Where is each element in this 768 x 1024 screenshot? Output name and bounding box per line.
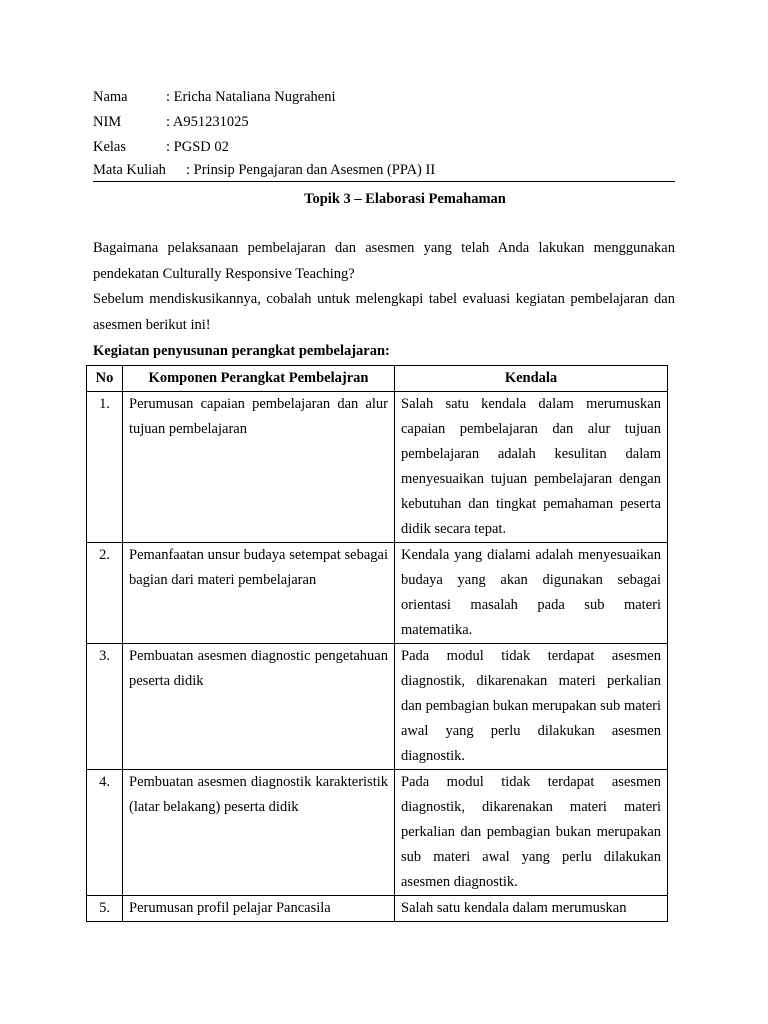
- table-header-row: [87, 366, 668, 392]
- name-label: Nama: [93, 89, 128, 105]
- intro-paragraph-question: Bagaimana pelaksanaan pembelajaran dan asesmen yang telah Anda lakukan menggunakan pendekatan Culturally Responsive Teaching?: [93, 240, 675, 282]
- name-row: [93, 85, 675, 110]
- row-komponen: Pemanfaatan unsur budaya setempat sebagai bagian dari materi pembelajaran: [123, 543, 395, 644]
- name-value: : Ericha Nataliana Nugraheni: [166, 89, 336, 105]
- table-row: [87, 543, 668, 644]
- course-value: : Prinsip Pengajaran dan Asesmen (PPA) II: [186, 162, 436, 178]
- course-row: [93, 160, 675, 182]
- row-kendala: Salah satu kendala dalam merumuskan: [395, 896, 668, 922]
- table-row: [87, 392, 668, 543]
- nim-label: NIM: [93, 114, 122, 130]
- header-kendala: Kendala: [395, 366, 668, 392]
- row-komponen: Perumusan profil pelajar Pancasila: [123, 896, 395, 922]
- row-kendala: Pada modul tidak terdapat asesmen diagnostik, dikarenakan materi materi perkalian dan pembagian bukan merupakan sub materi awal yang perlu dilakukan asesmen diagnostik.: [395, 770, 668, 896]
- page-title: Topik 3 – Elaborasi Pemahaman: [304, 191, 506, 207]
- row-komponen: Perumusan capaian pembelajaran dan alur tujuan pembelajaran: [123, 392, 395, 543]
- nim-value: : A951231025: [166, 114, 249, 130]
- row-komponen: Pembuatan asesmen diagnostik karakteristik (latar belakang) peserta didik: [123, 770, 395, 896]
- class-row: [93, 135, 675, 160]
- table-row: [87, 896, 668, 922]
- evaluation-table: [86, 365, 668, 922]
- table-row: [87, 770, 668, 896]
- row-kendala: Kendala yang dialami adalah menyesuaikan budaya yang akan digunakan sebagai orientasi masalah pada sub materi matematika.: [395, 543, 668, 644]
- row-number: 2.: [87, 543, 123, 644]
- row-kendala: Pada modul tidak terdapat asesmen diagnostik, dikarenakan materi perkalian dan pembagian bukan merupakan sub materi awal yang perlu dilakukan asesmen diagnostik.: [395, 644, 668, 770]
- nim-row: [93, 110, 675, 135]
- student-info-header: [93, 85, 675, 182]
- class-value: : PGSD 02: [166, 139, 229, 155]
- table-row: [87, 644, 668, 770]
- header-komponen: Komponen Perangkat Pembelajran: [123, 366, 395, 392]
- row-number: 1.: [87, 392, 123, 543]
- section-heading: Kegiatan penyusunan perangkat pembelajaran:: [93, 343, 390, 359]
- row-number: 5.: [87, 896, 123, 922]
- row-number: 3.: [87, 644, 123, 770]
- row-number: 4.: [87, 770, 123, 896]
- row-kendala: Salah satu kendala dalam merumuskan capaian pembelajaran dan alur tujuan pembelajaran adalah kesulitan dalam menyesuaikan tujuan pembelajaran dengan kebutuhan dan tingkat pemahaman peserta didik secara tepat.: [395, 392, 668, 543]
- header-no: No: [87, 366, 123, 392]
- intro-paragraph-instruction: Sebelum mendiskusikannya, cobalah untuk melengkapi tabel evaluasi kegiatan pembelajaran dan asesmen berikut ini!: [93, 291, 675, 333]
- course-label: Mata Kuliah: [93, 162, 166, 178]
- class-label: Kelas: [93, 139, 127, 155]
- row-komponen: Pembuatan asesmen diagnostic pengetahuan peserta didik: [123, 644, 395, 770]
- intro-text: [93, 236, 675, 338]
